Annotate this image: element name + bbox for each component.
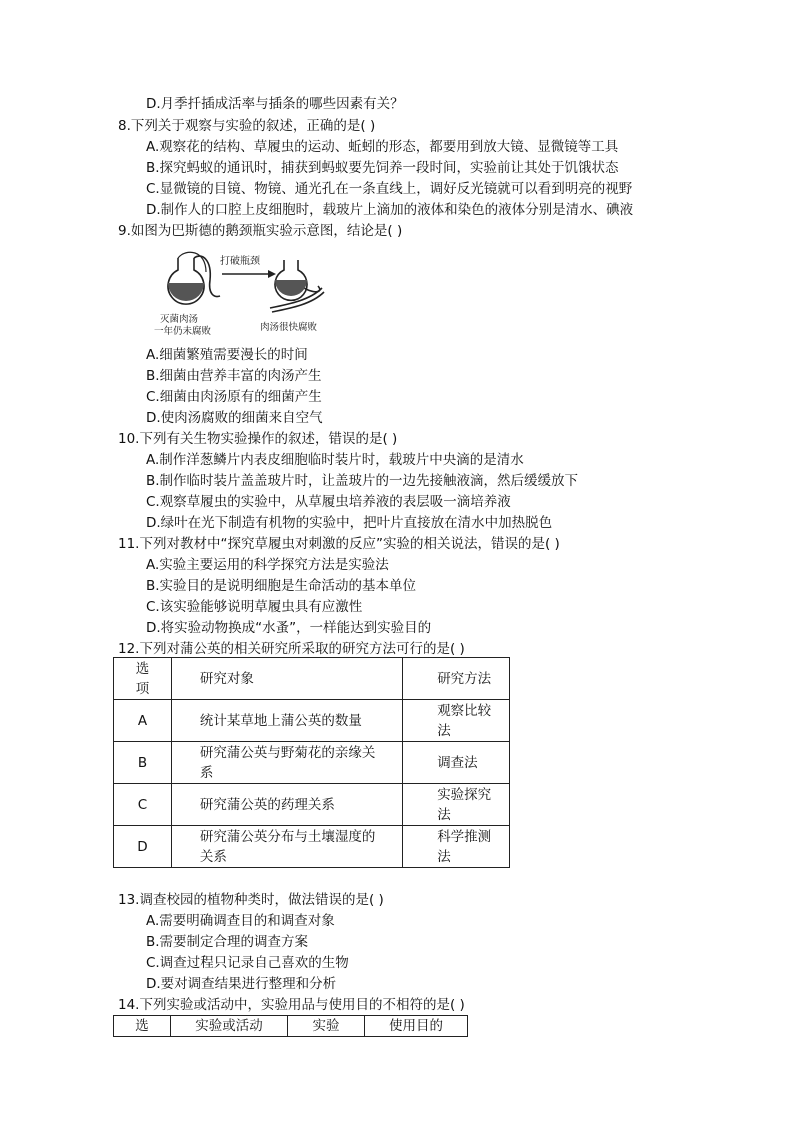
broth-fill-right xyxy=(275,280,307,296)
q11-stem: 11.下列对教材中“探究草履虫对刺激的反应”实验的相关说法，错误的是( ) xyxy=(118,536,560,552)
header-method: 研究方法 xyxy=(403,658,510,700)
q13-option-b: B.需要制定合理的调查方案 xyxy=(146,934,309,950)
table-row: B 研究蒲公英与野菊花的亲缘关 系 调查法 xyxy=(114,742,510,784)
q9-option-d: D.使肉汤腐败的细菌来自空气 xyxy=(146,410,323,426)
q11-option-a: A.实验主要运用的科学探究方法是实验法 xyxy=(146,557,389,573)
q10-stem: 10.下列有关生物实验操作的叙述，错误的是( ) xyxy=(118,431,398,447)
q9-option-b: B.细菌由营养丰富的肉汤产生 xyxy=(146,368,322,384)
swan-neck-flask-figure xyxy=(150,250,350,340)
q8-option-d: D.制作人的口腔上皮细胞时，载玻片上滴加的液体和染色的液体分别是清水、碘液 xyxy=(146,202,634,218)
header-object: 研究对象 xyxy=(171,658,402,700)
header-option: 选 项 xyxy=(114,658,172,700)
q9-stem: 9.如图为巴斯德的鹅颈瓶实验示意图，结论是( ) xyxy=(118,223,403,239)
q11-option-b: B.实验目的是说明细胞是生命活动的基本单位 xyxy=(146,578,417,594)
q12-stem: 12.下列对蒲公英的相关研究所采取的研究方法可行的是( ) xyxy=(118,641,465,657)
q7-option-d: D.月季扦插成活率与插条的哪些因素有关？ xyxy=(146,96,404,112)
left-caption-2: 一年仍未腐败 xyxy=(154,326,212,337)
q8-option-b: B.探究蚂蚁的通讯时，捕获到蚂蚁要先饲养一段时间，实验前让其处于饥饿状态 xyxy=(146,160,619,176)
table-header-row: 选 实验或活动 实验 使用目的 xyxy=(114,1016,468,1037)
table-row: A 统计某草地上蒲公英的数量 观察比较 法 xyxy=(114,700,510,742)
table-header-row xyxy=(114,658,510,700)
arrow-label: 打破瓶颈 xyxy=(220,256,260,267)
q13-stem: 13.调查校园的植物种类时，做法错误的是( ) xyxy=(118,892,384,908)
table-row: D 研究蒲公英分布与土壤湿度的 关系 科学推测 法 xyxy=(114,826,510,868)
q9-option-c: C.细菌由肉汤原有的细菌产生 xyxy=(146,389,322,405)
q8-option-a: A.观察花的结构、草履虫的运动、蚯蚓的形态，都要用到放大镜、显微镜等工具 xyxy=(146,139,619,155)
left-caption-1: 灭菌肉汤 xyxy=(160,314,199,325)
q14-table xyxy=(113,1015,468,1037)
q9-option-a: A.细菌繁殖需要漫长的时间 xyxy=(146,347,308,363)
q8-stem: 8.下列关于观察与实验的叙述，正确的是( ) xyxy=(118,118,376,134)
q11-option-c: C.该实验能够说明草履虫具有应激性 xyxy=(146,599,363,615)
q13-option-a: A.需要明确调查目的和调查对象 xyxy=(146,913,335,929)
q10-option-b: B.制作临时装片盖盖玻片时，让盖玻片的一边先接触液滴，然后缓缓放下 xyxy=(146,473,579,489)
q11-option-d: D.将实验动物换成“水蚤”，一样能达到实验目的 xyxy=(146,620,432,636)
q12-table xyxy=(113,657,510,868)
q13-option-d: D.要对调查结果进行整理和分析 xyxy=(146,976,337,992)
q14-stem: 14.下列实验或活动中，实验用品与使用目的不相符的是( ) xyxy=(118,997,465,1013)
q10-option-c: C.观察草履虫的实验中，从草履虫培养液的表层吸一滴培养液 xyxy=(146,494,511,510)
q13-option-c: C.调查过程只记录自己喜欢的生物 xyxy=(146,955,349,971)
right-caption: 肉汤很快腐败 xyxy=(260,322,318,333)
q10-option-d: D.绿叶在光下制造有机物的实验中，把叶片直接放在清水中加热脱色 xyxy=(146,515,553,531)
q10-option-a: A.制作洋葱鳞片内表皮细胞临时装片时，载玻片中央滴的是清水 xyxy=(146,452,524,468)
q8-option-c: C.显微镜的目镜、物镜、通光孔在一条直线上，调好反光镜就可以看到明亮的视野 xyxy=(146,181,633,197)
table-row: C 研究蒲公英的药理关系 实验探究 法 xyxy=(114,784,510,826)
